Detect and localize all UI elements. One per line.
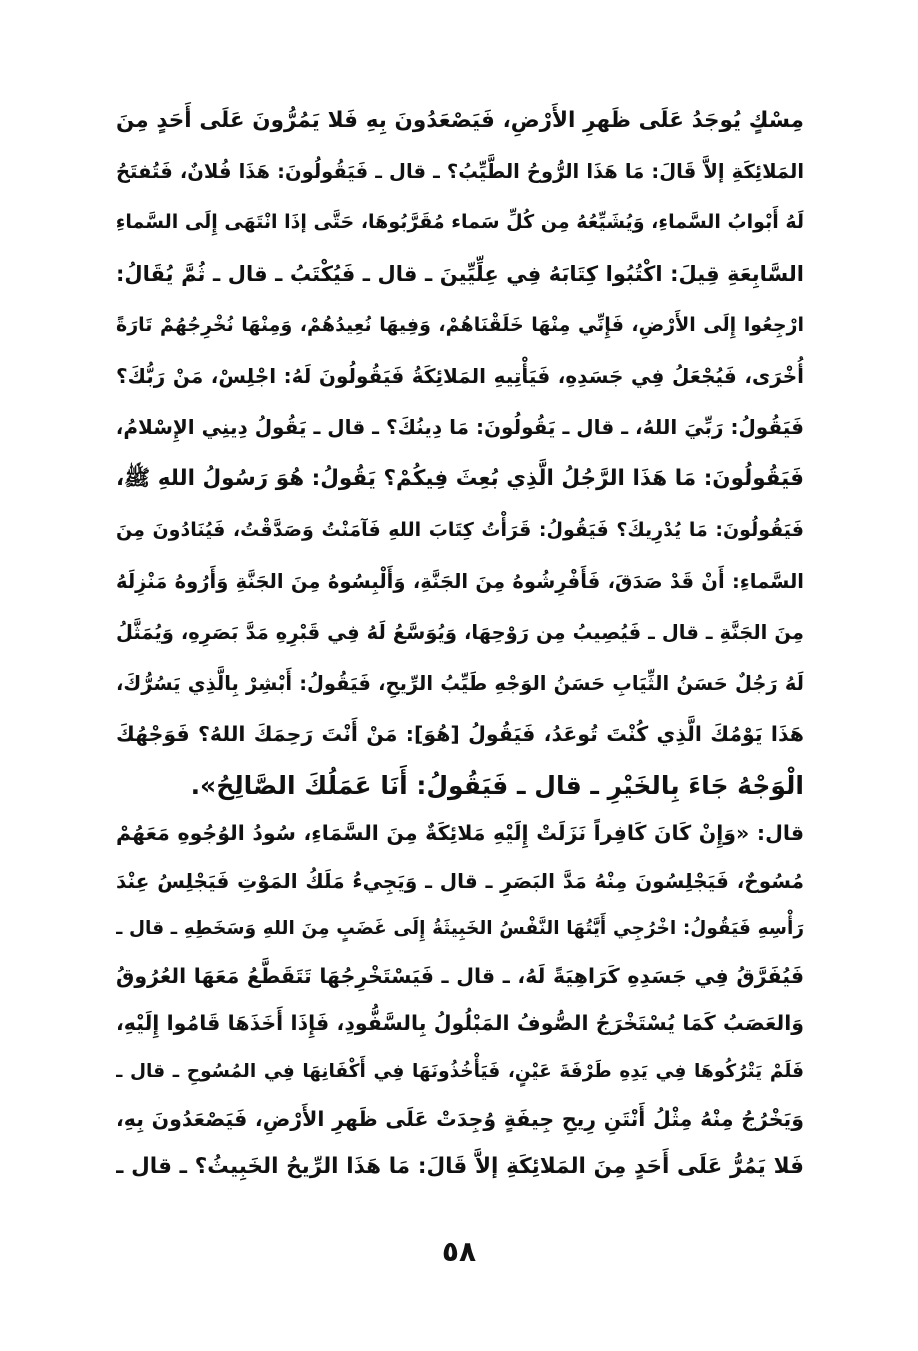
text-line: فَيُفَرَّقُ فِي جَسَدِهِ كَرَاهِيَةً لَهُ، ـ قال ـ فَيَسْتَخْرِجُهَا تَتَقَطَّعُ مَعَهَا العُرُوقُ xyxy=(116,963,804,988)
text-line: وَيَخْرُجُ مِنْهُ مِثْلُ أَنْتَنِ رِيحِ جِيفَةٍ وُجِدَتْ عَلَى ظَهرِ الأَرْضِ، فَيَصْعَدُونَ بِهِ، xyxy=(116,1106,804,1131)
text-line: السَّماءِ: أَنْ قَدْ صَدَقَ، فَأَفْرِشُوهُ مِنَ الجَنَّةِ، وَأَلْبِسُوهُ مِنَ الجَنَّةِ وَأَرُوهُ مَنْزِلَهُ xyxy=(116,569,804,593)
text-line: فَيَقُولُونَ: مَا يُدْرِيكَ؟ فَيَقُولُ: قَرَأْتُ كِتَابَ اللهِ فَآمَنْتُ وَصَدَّقْتُ، فَيُنَادُونَ مِنَ xyxy=(116,518,804,541)
text-line: مُسُوحٌ، فَيَجْلِسُونَ مِنْهُ مَدَّ البَصَرِ ـ قال ـ وَيَجِيءُ مَلَكُ المَوْتِ فَيَجْلِسُ عِنْدَ xyxy=(116,868,804,893)
text-line: المَلائِكَةِ إلاَّ قَالَ: مَا هَذَا الرُّوحُ الطَّيِّبُ؟ ـ قال ـ فَيَقُولُونَ: هَذَا فُلانٌ، فَتُفتَحُ xyxy=(116,160,804,184)
text-line: وَالعَصَبُ كَمَا يُسْتَخْرَجُ الصُّوفُ المَبْلُولُ بِالسَّفُّودِ، فَإِذَا أَخَذَهَا قَامُوا إِلَيْهِ، xyxy=(116,1011,804,1036)
page-number: ٥٨ xyxy=(441,1235,477,1268)
text-line: الْوَجْهُ جَاءَ بِالخَيْرِ ـ قال ـ فَيَقُولُ: أَنَا عَمَلُكَ الصَّالِحُ». xyxy=(190,771,804,801)
text-line: قال: «وَإِنْ كَانَ كَافِراً نَزَلَتْ إِلَيْهِ مَلائِكَةٌ مِنَ السَّمَاءِ، سُودُ الوُجُوهِ مَعَهُمْ xyxy=(116,821,804,845)
text-line: مِنَ الجَنَّةِ ـ قال ـ فَيُصِيبُ مِن رَوْحِهَا، وَيُوَسَّعُ لَهُ فِي قَبْرِهِ مَدَّ بَصَرِهِ، وَيُمَثَّلُ xyxy=(116,620,804,644)
text-line: أُخْرَى، فَيُجْعَلُ فِي جَسَدِهِ، فَيَأْتِيهِ المَلائِكَةُ فَيَقُولُونَ لَهُ: اجْلِسْ، مَنْ رَبُّكَ؟ xyxy=(116,363,804,388)
paragraph xyxy=(116,95,804,812)
text-line: السَّابِعَةِ قِيلَ: اكْتُبُوا كِتَابَهُ فِي عِلِّيِّينَ ـ قال ـ فَيُكْتَبُ ـ قال ـ ثُمَّ يُقَالُ: xyxy=(116,261,804,286)
text-line: لَهُ أَبْوابُ السَّماءِ، وَيُشَيِّعُهُ مِن كُلِّ سَماء مُقَرَّبُوهَا، حَتَّى إذَا انْتَهَى إِلَى السَّماءِ xyxy=(116,211,804,234)
text-line: فَلَمْ يَتْرُكُوهَا فِي يَدِهِ طَرْفَةَ عَيْنٍ، فَيَأْخُذُونَهَا فِي أَكْفَانِهَا فِي المُسُوحِ ـ قال ـ xyxy=(116,1060,804,1082)
text-line: فَلا يَمُرُّ عَلَى أَحَدٍ مِنَ المَلائِكَةِ إلاَّ قَالَ: مَا هَذَا الرِّيحُ الخَبِيثُ؟ ـ قال ـ xyxy=(116,1154,804,1180)
text-line: فَيَقُولُونَ: مَا هَذَا الرَّجُلُ الَّذِي بُعِثَ فِيكُمْ؟ يَقُولُ: هُوَ رَسُولُ اللهِ ﷺ، xyxy=(116,466,804,492)
text-line: مِسْكٍ يُوجَدُ عَلَى ظَهرِ الأَرْضِ، فَيَصْعَدُونَ بِهِ فَلا يَمُرُّونَ عَلَى أَحَدٍ مِنَ xyxy=(116,108,804,133)
paragraph xyxy=(116,810,804,1191)
text-line: رَأْسِهِ فَيَقُولُ: اخْرُجِي أَيَّتُهَا النَّفْسُ الخَبِيثَةُ إِلَى غَضَبٍ مِنَ اللهِ وَسَخَطِهِ ـ قال ـ xyxy=(116,918,804,940)
text-line: لَهُ رَجُلٌ حَسَنُ الثِّيَابِ حَسَنُ الوَجْهِ طَيِّبُ الرِّيحِ، فَيَقُولُ: أَبْشِرْ بِالَّذِي يَسُرُّكَ، xyxy=(116,672,804,696)
text-line: هَذَا يَوْمُكَ الَّذِي كُنْتَ تُوعَدُ، فَيَقُولُ [هُوَ]: مَنْ أَنْتَ رَحِمَكَ اللهُ؟ فَوَجْهُكَ xyxy=(116,722,804,747)
text-line: فَيَقُولُ: رَبِّيَ اللهُ، ـ قال ـ يَقُولُونَ: مَا دِينُكَ؟ ـ قال ـ يَقُولُ دِينِي الإِسْلامُ، xyxy=(116,415,804,440)
text-line: ارْجِعُوا إِلَى الأَرْضِ، فَإِنِّي مِنْهَا خَلَقْنَاهُمْ، وَفِيهَا نُعِيدُهُمْ، وَمِنْهَا نُخْرِجُهُمْ تَارَةً xyxy=(116,313,804,336)
